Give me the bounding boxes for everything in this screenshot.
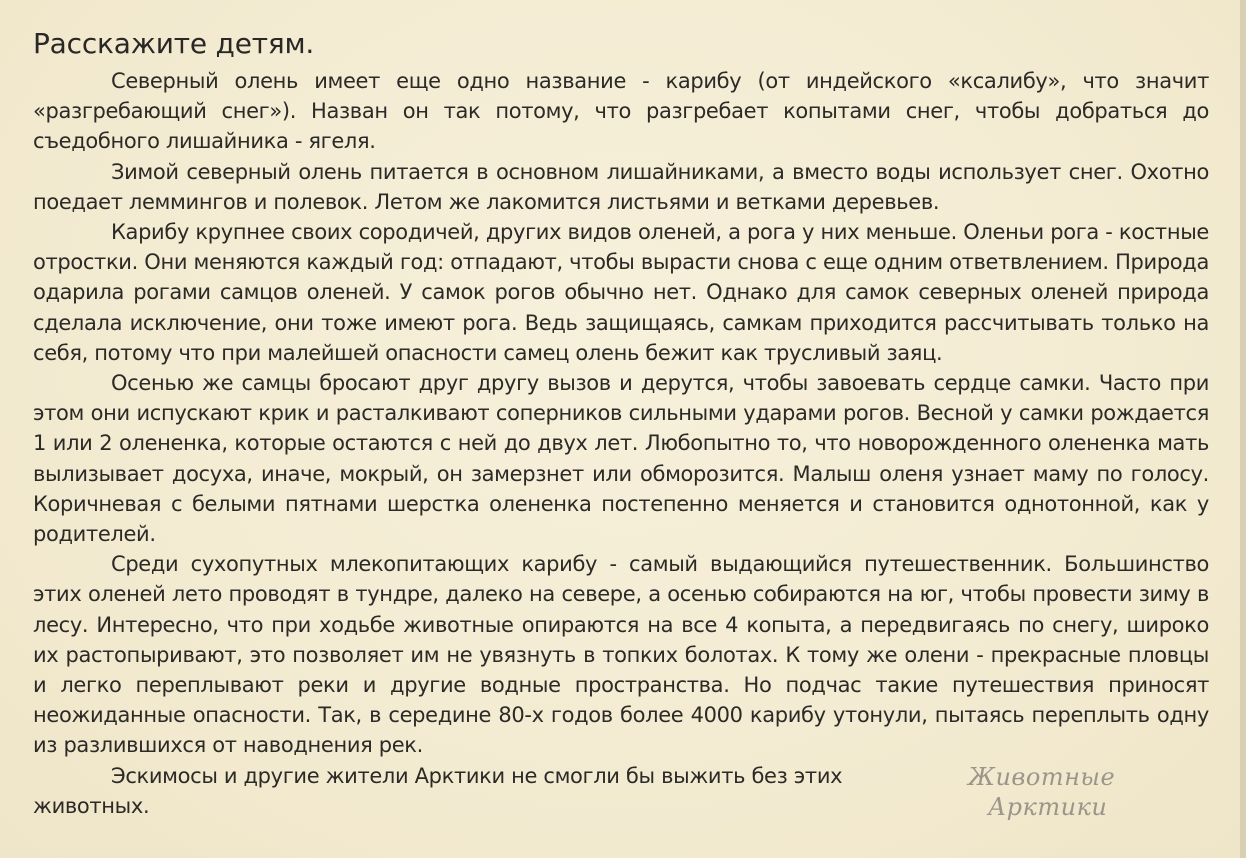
paragraph-6: Эскимосы и другие жители Арктики не смогли бы выжить без этих животных. xyxy=(33,763,843,818)
paragraph-5: Среди сухопутных млекопитающих карибу - самый выдающийся путешественник. Большинство этих оленей лето проводят в тундре, далеко на севере, а осенью собираются на юг, чтобы провести зиму в лесу. Интересно, что при ходьбе животные опираются на все 4 копыта, а передвигаясь по снегу, широко их растопыривают, это позволяет им не увязнуть в топких болотах. К тому же олени - прекрасные пловцы и легко переплывают реки и другие водные пространства. Но подчас такие путешествия приносят неожиданные опасности. Так, в середине 80-х годов более 4000 карибу утонули, пытаясь переплыть одну из разлившихся от наводнения рек. xyxy=(33,552,1209,758)
article xyxy=(33,22,1209,821)
paragraph-4: Осенью же самцы бросают друг другу вызов и дерутся, чтобы завоевать сердце самки. Часто при этом они испускают крик и расталкивают соперников сильными ударами рогов. Весной у самки рождается 1 или 2 олененка, которые остаются с ней до двух лет. Любопытно то, что новорожденного олененка мать вылизывает досуха, иначе, мокрый, он замерзнет или обморозится. Малыш оленя узнает маму по голосу. Коричневая с белыми пятнами шерстка олененка постепенно меняется и становится однотонной, как у родителей. xyxy=(33,371,1209,547)
paragraph-1: Северный олень имеет еще одно название - карибу (от индейского «ксалибу», что значит «разгребающий снег»). Назван он так потому, что разгребает копытами снег, чтобы добраться до съедобного лишайника - ягеля. xyxy=(33,69,1209,154)
article-title: Расскажите детям. xyxy=(33,27,315,60)
card-edge xyxy=(1240,0,1246,858)
series-watermark xyxy=(962,762,1132,822)
watermark-line-1: Животные xyxy=(968,763,1116,791)
paragraph-3: Карибу крупнее своих сородичей, других видов оленей, а рога у них меньше. Оленьи рога - костные отростки. Они меняются каждый год: отпадают, чтобы вырасти снова с еще одним ответвлением. Природа одарила рогами самцов оленей. У самок рогов обычно нет. Однако для самок северных оленей природа сделала исключение, они тоже имеют рога. Ведь защищаясь, самкам приходится рассчитывать только на себя, потому что при малейшей опасности самец олень бежит как трусливый заяц. xyxy=(33,220,1209,365)
paragraph-2: Зимой северный олень питается в основном лишайниками, а вместо воды использует снег. Охотно поедает леммингов и полевок. Летом же лакомится листьями и ветками деревьев. xyxy=(33,159,1209,214)
watermark-line-2: Арктики xyxy=(988,793,1108,821)
